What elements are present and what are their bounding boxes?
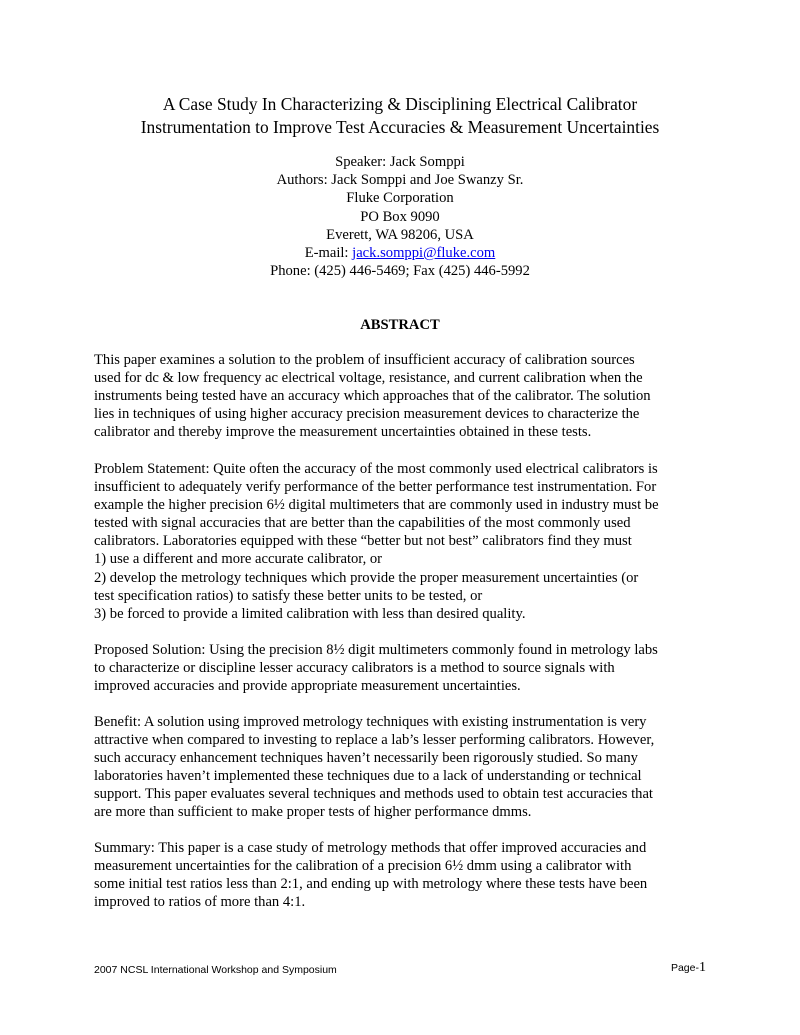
city-line: Everett, WA 98206, USA	[326, 226, 474, 243]
text-line: 3) be forced to provide a limited calibration with less than desired quality.	[94, 605, 526, 622]
phone-line: Phone: (425) 446-5469; Fax (425) 446-5992	[270, 263, 530, 280]
page-label: Page-	[670, 962, 699, 974]
text-line: Summary: This paper is a case study of metrology methods that offer improved accuracies and	[94, 840, 647, 856]
abstract-paragraph-problem	[94, 460, 714, 623]
abstract-heading: ABSTRACT	[360, 317, 440, 333]
speaker-line: Speaker: Jack Somppi	[335, 154, 465, 170]
text-line: support. This paper evaluates several techniques and methods used to obtain test accuracies that	[94, 786, 653, 803]
text-line: 2) develop the metrology techniques which provide the proper measurement uncertainties (or	[94, 569, 639, 586]
email-label: E-mail:	[304, 245, 353, 262]
text-line: tested with signal accuracies that are better than the capabilities of the most commonly used	[94, 515, 631, 532]
abstract-paragraph-intro	[94, 351, 714, 441]
title-line-2: Instrumentation to Improve Test Accuracies & Measurement Uncertainties	[140, 117, 660, 137]
text-line: Benefit: A solution using improved metrology techniques with existing instrumentation is very	[94, 714, 647, 730]
text-line: used for dc & low frequency ac electrical voltage, resistance, and current calibration when the	[94, 370, 643, 387]
author-block	[100, 153, 700, 280]
text-line: test specification ratios) to satisfy these better units to be tested, or	[94, 587, 483, 604]
text-line: measurement uncertainties for the calibration of a precision 6½ dmm using a calibrator with	[94, 858, 632, 875]
text-line: calibrator and thereby improve the measurement uncertainties obtained in these tests.	[94, 424, 592, 441]
text-line: such accuracy enhancement techniques haven’t necessarily been rigorously studied. So many	[94, 750, 638, 767]
text-line: to characterize or discipline lesser accuracy calibrators is a method to source signals with	[94, 660, 615, 677]
text-line: attractive when compared to investing to replace a lab’s lesser performing calibrators. However,	[94, 732, 655, 749]
text-line: example the higher precision 6½ digital multimeters that are commonly used in industry must be	[94, 497, 659, 514]
title-line-1: A Case Study In Characterizing & Disciplining Electrical Calibrator	[162, 94, 638, 114]
abstract-paragraph-solution	[94, 641, 714, 695]
email-link[interactable]: jack.somppi@fluke.com	[352, 245, 496, 262]
text-line: Proposed Solution: Using the precision 8½ digit multimeters commonly found in metrology labs	[94, 642, 658, 658]
text-line: instruments being tested have an accuracy which approaches that of the calibrator. The solution	[94, 388, 651, 405]
abstract-paragraph-summary	[94, 839, 714, 911]
po-box-line: PO Box 9090	[360, 208, 440, 225]
text-line: laboratories haven’t implemented these techniques due to a lack of understanding or technical	[94, 768, 642, 785]
text-line: some initial test ratios less than 2:1, and ending up with metrology where these tests have been	[94, 876, 648, 893]
text-line: improved accuracies and provide appropriate measurement uncertainties.	[94, 678, 521, 695]
text-line: lies in techniques of using higher accuracy precision measurement devices to characterize the	[94, 406, 640, 423]
footer-conference: 2007 NCSL International Workshop and Symposium	[94, 964, 337, 976]
footer-page-number	[671, 960, 706, 976]
paper-title	[60, 93, 740, 139]
organization-line: Fluke Corporation	[346, 190, 454, 207]
email-line	[100, 244, 700, 262]
text-line: Problem Statement: Quite often the accuracy of the most commonly used electrical calibrators is	[94, 461, 658, 477]
text-line: are more than sufficient to make proper tests of higher performance dmms.	[94, 804, 532, 821]
text-line: improved to ratios of more than 4:1.	[94, 894, 306, 911]
text-line: 1) use a different and more accurate calibrator, or	[94, 551, 383, 568]
text-line: calibrators. Laboratories equipped with these “better but not best” calibrators find they must	[94, 533, 632, 550]
authors-line: Authors: Jack Somppi and Joe Swanzy Sr.	[276, 172, 524, 189]
text-line: insufficient to adequately verify performance of the better performance test instrumentation. For	[94, 479, 657, 496]
text-line: This paper examines a solution to the problem of insufficient accuracy of calibration sources	[94, 352, 635, 368]
page-number: 1	[699, 960, 706, 975]
abstract-paragraph-benefit	[94, 713, 714, 822]
